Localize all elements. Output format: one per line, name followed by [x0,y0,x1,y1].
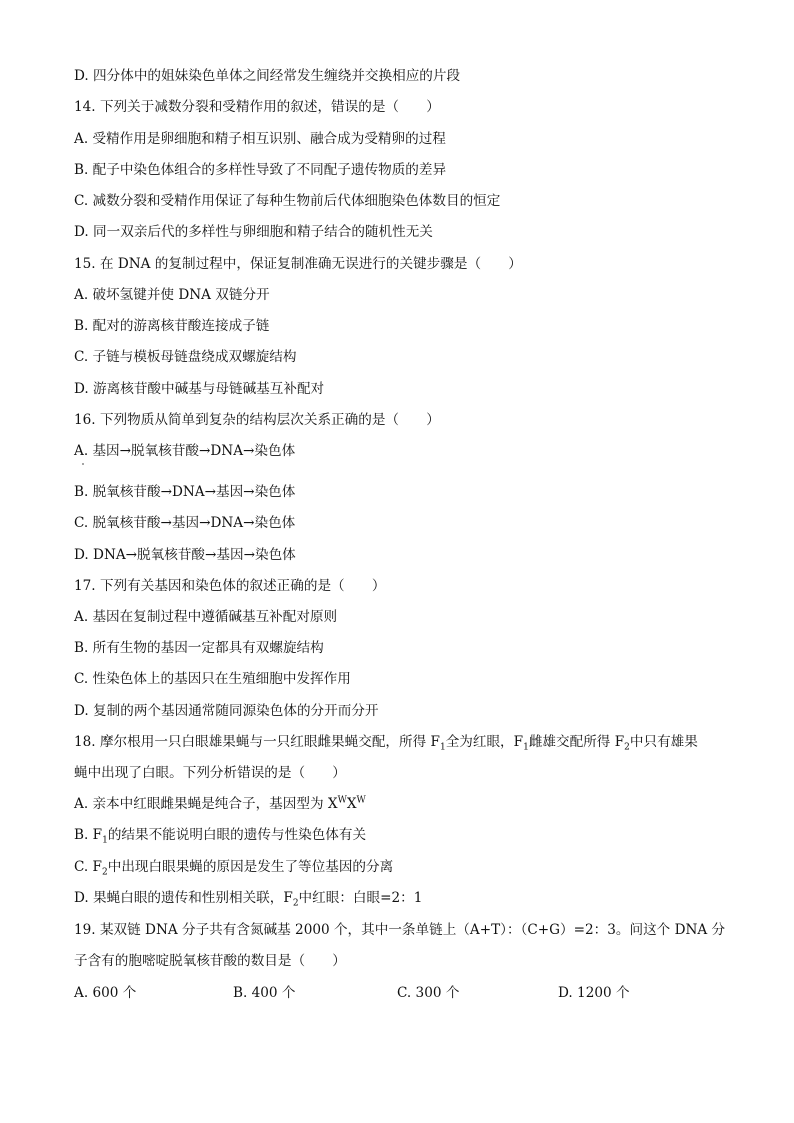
q16-option-c: C. 脱氧核苷酸→基因→DNA→染色体 [74,515,296,531]
q15-stem: 15. 在 DNA 的复制过程中，保证复制准确无误进行的关键步骤是（ ） [74,256,522,272]
q14-option-d: D. 同一双亲后代的多样性与卵细胞和精子结合的随机性无关 [74,224,433,240]
q14-option-c: C. 减数分裂和受精作用保证了每种生物前后代体细胞染色体数目的恒定 [74,193,501,209]
q14-option-a: A. 受精作用是卵细胞和精子相互识别、融合成为受精卵的过程 [74,131,446,147]
q18-stem-line2: 蝇中出现了白眼。下列分析错误的是（ ） [74,765,346,781]
q15-option-a: A. 破坏氢键并使 DNA 双链分开 [74,287,270,303]
q15-option-d: D. 游离核苷酸中碱基与母链碱基互补配对 [74,381,325,397]
q19-option-d: D. 1200 个 [558,985,630,1001]
q18-option-a-text: A. 亲本中红眼雌果蝇是纯合子，基因型为 X [74,796,338,812]
q18-stem-part: 全为红眼，F [445,734,524,750]
q18-option-b-text: B. F [74,827,103,843]
q18-option-d-text: 中红眼：白眼=2：1 [298,890,423,906]
subscript: 2 [102,867,108,878]
q18-option-c-text: C. F [74,859,102,875]
q19-stem-line1: 19. 某双链 DNA 分子共有含氮碱基 2000 个，其中一条单链上（A+T）：（C+G）=2：3。问这个 DNA 分 [74,922,726,938]
q17-option-c: C. 性染色体上的基因只在生殖细胞中发挥作用 [74,671,351,687]
q16-option-d: D. DNA→脱氧核苷酸→基因→染色体 [74,547,296,563]
q14-option-b: B. 配子中染色体组合的多样性导致了不同配子遗传物质的差异 [74,162,447,178]
q13-option-d: D. 四分体中的姐妹染色单体之间经常发生缠绕并交换相应的片段 [74,68,461,84]
subscript: 2 [624,742,630,753]
q18-option-c-text: 中出现白眼果蝇的原因是发生了等位基因的分离 [107,859,394,875]
q18-stem-line1 [74,733,698,751]
superscript: W [337,795,347,806]
q16-option-a: A. 基因→脱氧核苷酸→DNA→染色体 [74,443,296,459]
q17-stem: 17. 下列有关基因和染色体的叙述正确的是（ ） [74,578,386,594]
superscript: W [356,795,366,806]
q16-option-b: B. 脱氧核苷酸→DNA→基因→染色体 [74,484,296,500]
q18-option-c [74,858,393,876]
subscript: 1 [523,742,529,753]
subscript: 2 [292,898,299,909]
q16-stem: 16. 下列物质从简单到复杂的结构层次关系正确的是（ ） [74,412,440,428]
subscript: 1 [102,835,108,846]
q19-option-b: B. 400 个 [233,985,296,1001]
q17-option-a: A. 基因在复制过程中遵循碱基互补配对原则 [74,609,338,625]
stray-dot [82,463,84,465]
q14-stem: 14. 下列关于减数分裂和受精作用的叙述，错误的是（ ） [74,99,440,115]
q18-stem-part: 雌雄交配所得 F [528,734,625,750]
q18-option-d [74,889,422,907]
q18-option-b [74,826,366,844]
q18-option-a [74,795,366,813]
q19-option-c: C. 300 个 [397,985,460,1001]
subscript: 1 [439,742,446,753]
q17-option-b: B. 所有生物的基因一定都具有双螺旋结构 [74,640,324,656]
q18-option-d-text: D. 果蝇白眼的遗传和性别相关联，F [74,890,293,906]
q15-option-c: C. 子链与模板母链盘绕成双螺旋结构 [74,349,297,365]
q19-option-a: A. 600 个 [74,985,137,1001]
q18-option-b-text: 的结果不能说明白眼的遗传与性染色体有关 [107,827,367,843]
q18-option-a-text: X [346,796,357,812]
q15-option-b: B. 配对的游离核苷酸连接成子链 [74,318,270,334]
q19-stem-line2: 子含有的胞嘧啶脱氧核苷酸的数目是（ ） [74,953,346,969]
q18-stem-part: 18. 摩尔根用一只白眼雄果蝇与一只红眼雌果蝇交配，所得 F [74,734,440,750]
q18-stem-part: 中只有雄果 [629,734,698,750]
q17-option-d: D. 复制的两个基因通常随同源染色体的分开而分开 [74,703,379,719]
